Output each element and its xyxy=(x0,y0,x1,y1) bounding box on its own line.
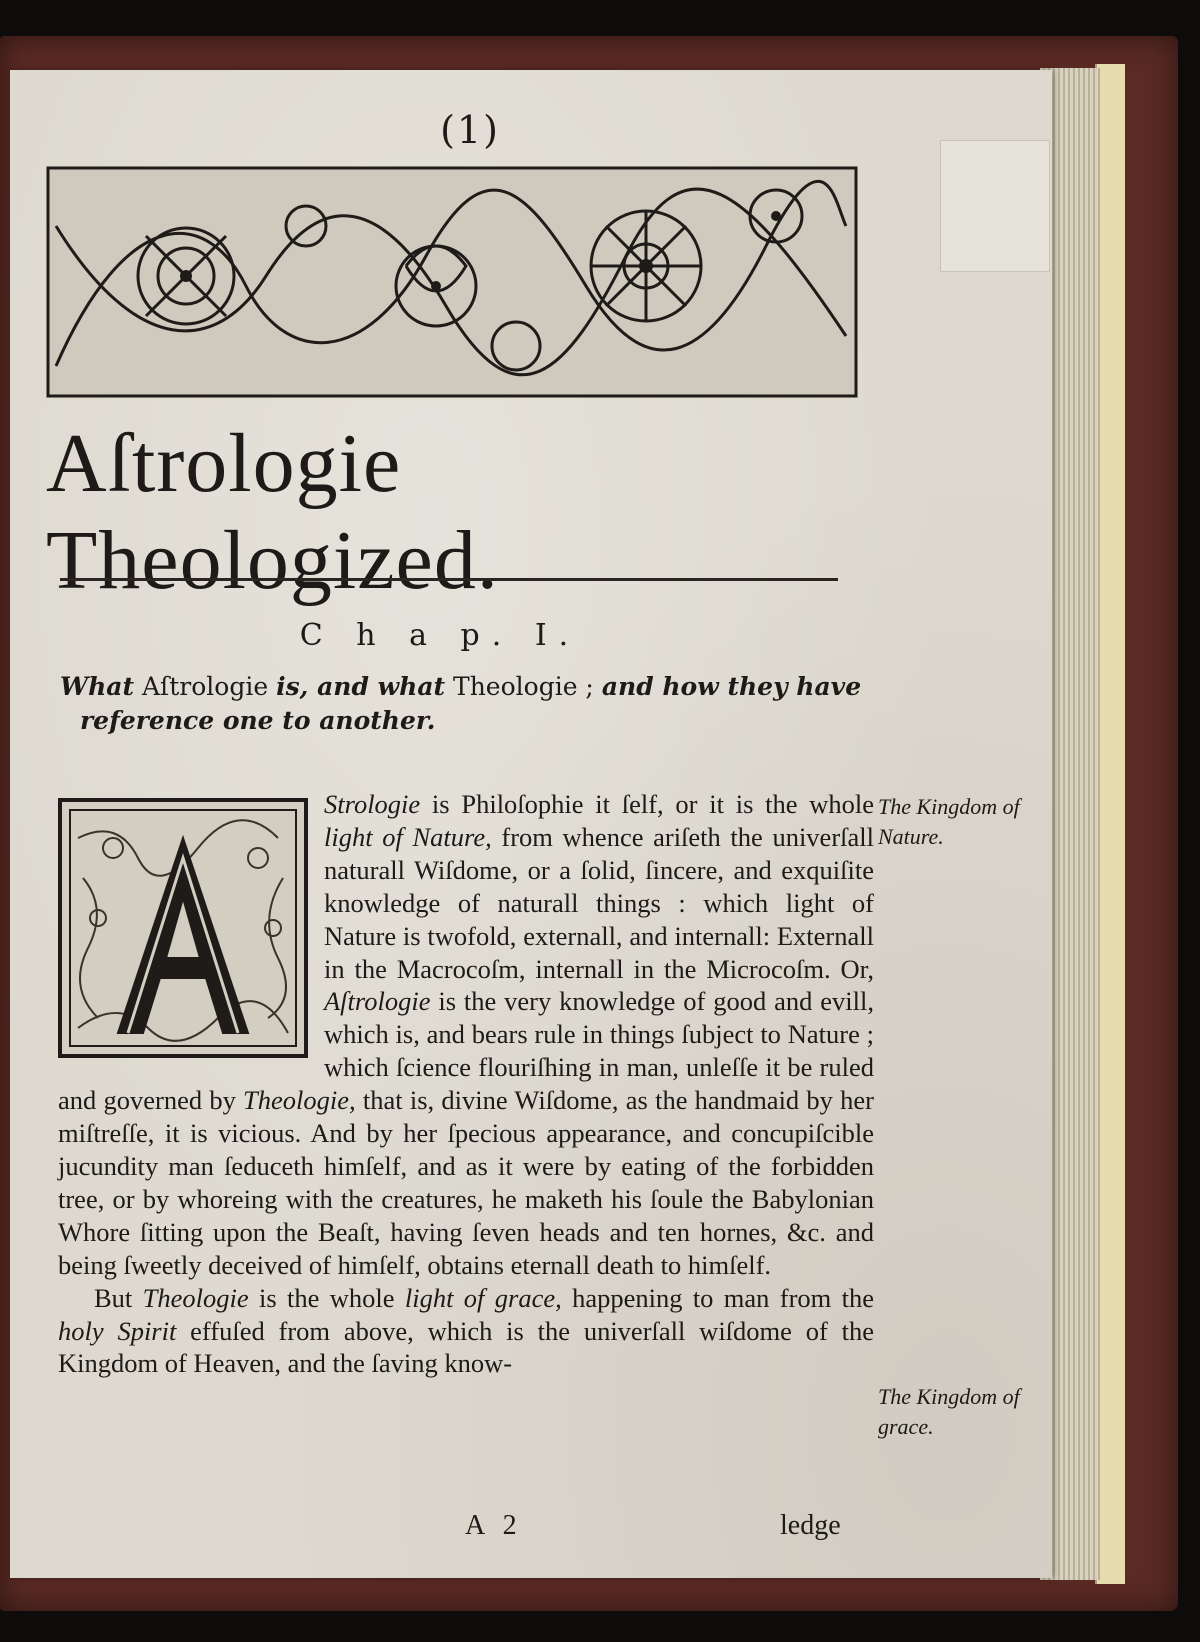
chapter-summary xyxy=(60,670,870,738)
paragraph-1-text-2: from whence ariſeth the univerſall naturall Wiſdome, or a ſolid, ſincere, and exquiſite knowledge of naturall things : which light of Nature is twofold, externall, and internall: Externall in the Macrocoſm, internall in the Microcoſm. Or, xyxy=(324,821,874,984)
paper-slip xyxy=(940,140,1050,272)
margin-note-kingdom-of-nature: The Kingdom of Nature. xyxy=(878,794,1020,849)
title-rule xyxy=(60,578,838,581)
margin-note-kingdom-of-grace: The Kingdom of grace. xyxy=(878,1384,1020,1439)
chapter-heading: C h a p. I. xyxy=(299,618,581,653)
paragraph-1-italic-3: Theologie, xyxy=(243,1085,356,1116)
paragraph-2-text-2: is the whole xyxy=(248,1282,405,1313)
paragraph-2 xyxy=(58,1282,874,1381)
page-title: Aſtrologie Theologized. xyxy=(46,417,499,607)
signature-mark: A 2 xyxy=(465,1510,523,1541)
summary-part-4: Theologie ; xyxy=(445,672,602,701)
paragraph-1-text-1: is Philoſophie it ſelf, or it is the whole xyxy=(420,789,874,819)
paragraph-1-italic-2: Aſtrologie xyxy=(324,986,431,1017)
paragraph-2-italic-1: Theologie xyxy=(142,1282,249,1313)
paragraph-1-lead: Strologie xyxy=(324,789,421,819)
summary-part-3: is, and what xyxy=(276,672,446,701)
paragraph-1-italic-1: light of Nature, xyxy=(324,821,492,852)
paragraph-2-text-1: But xyxy=(94,1282,143,1313)
paragraph-2-text-4: effuſed from above, which is the univerſall wiſdome of the Kingdom of Heaven, and the ſaving know- xyxy=(58,1315,874,1379)
paragraph-2-italic-3: holy Spirit xyxy=(58,1315,177,1346)
summary-part-5: and how they have reference one to another. xyxy=(80,672,862,735)
paragraph-2-text-3: happening to man from the xyxy=(561,1282,874,1313)
summary-part-1: What xyxy=(60,672,134,701)
paragraph-1-text-4: that is, divine Wiſdome, as the handmaid by her miſtreſſe, it is vicious. And by her ſpecious appearance, and concupiſcible jucundity man ſeduceth himſelf, and as it were by eating of the forbidden tree, or by whoreing with the creatures, he maketh his ſoule the Babylonian Whore ſitting upon the Beaſt, having ſeven heads and ten hornes, &c. and being ſweetly deceived of himſelf, obtains eternall death to himſelf. xyxy=(58,1085,874,1280)
ornamental-headpiece xyxy=(46,166,858,398)
paragraph-1-text-3: is the very knowledge of good and evill, which is, and bears rule in things ſubject to Nature ; which ſcience flouriſhing in man, unleſſe it be ruled and governed by xyxy=(58,986,874,1116)
catchword: ledge xyxy=(780,1510,841,1541)
body-text xyxy=(58,788,874,1380)
summary-part-2: Aſtrologie xyxy=(134,672,277,701)
book-page xyxy=(10,70,1052,1578)
decorated-initial-A xyxy=(58,798,308,1058)
page-number: (1) xyxy=(440,108,500,152)
paragraph-2-italic-2: light of grace, xyxy=(404,1282,562,1313)
